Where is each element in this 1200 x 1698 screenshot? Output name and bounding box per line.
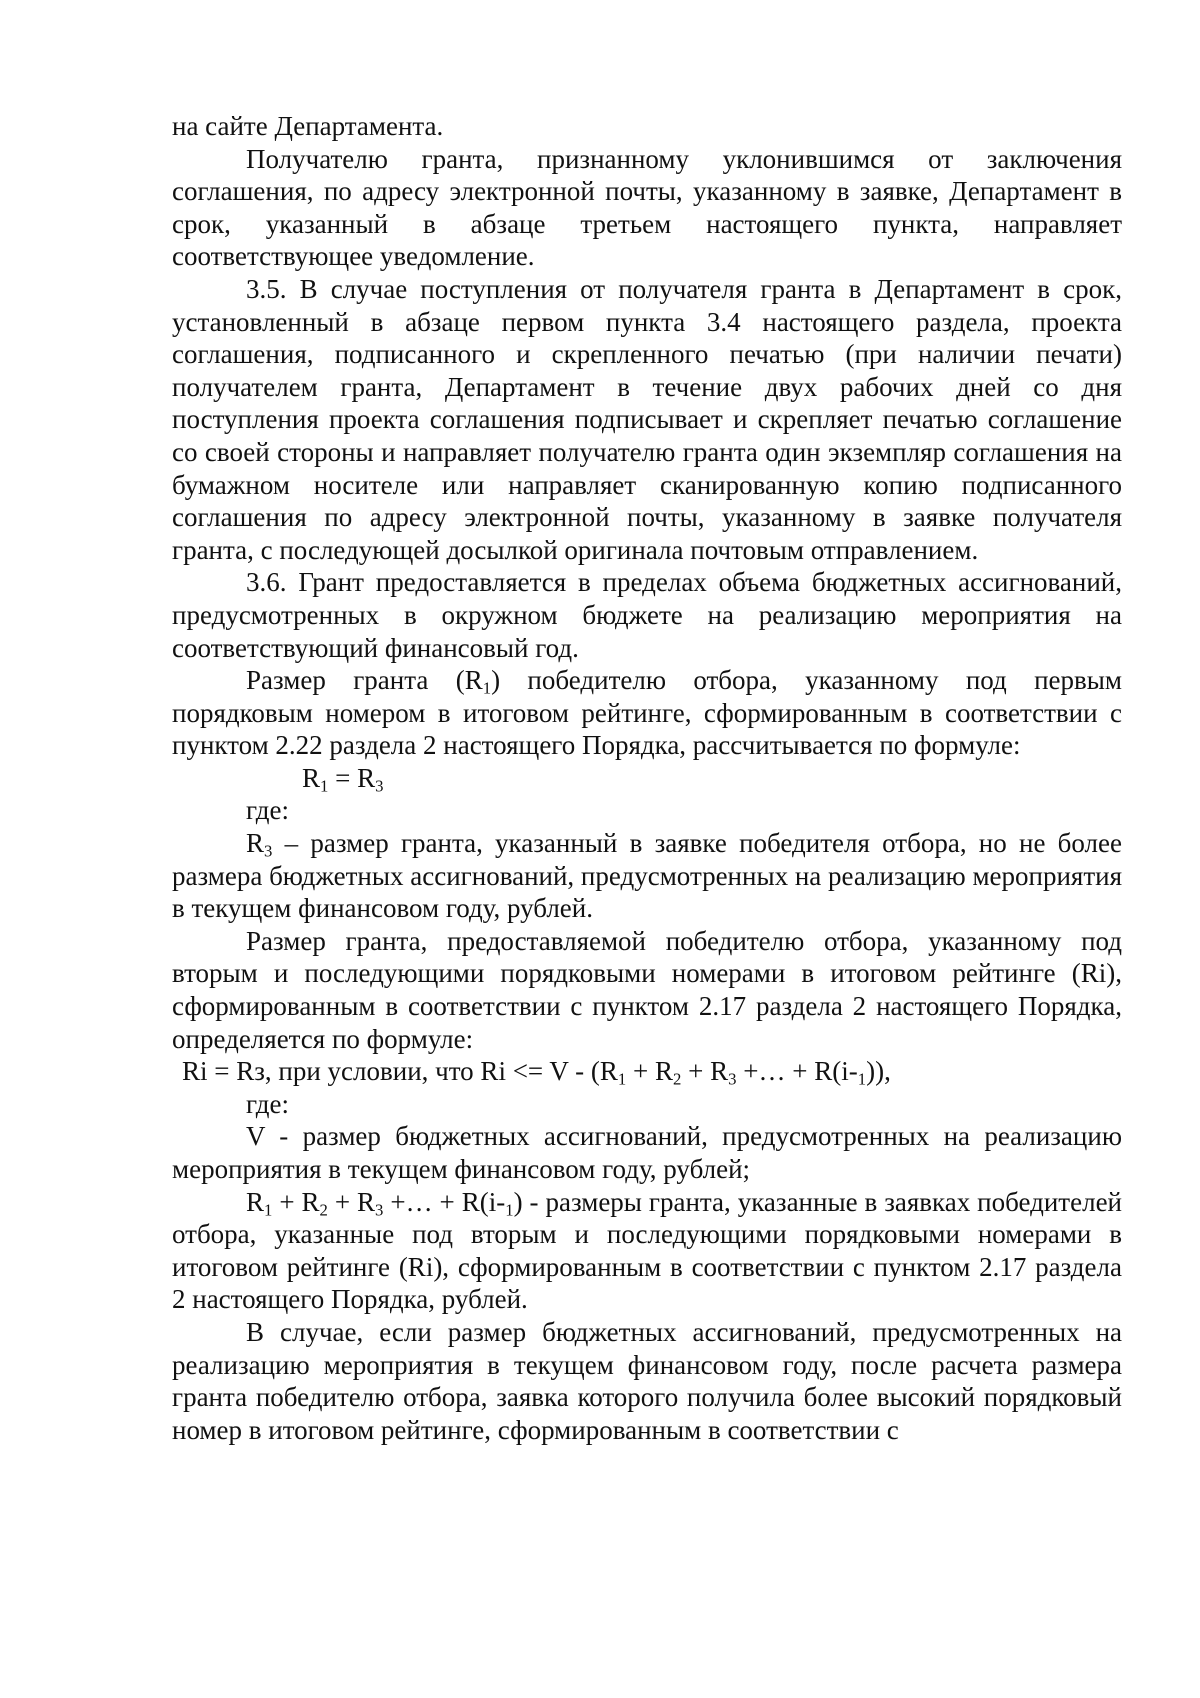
subscript: 3 bbox=[375, 776, 384, 796]
text-run: + R bbox=[626, 1056, 674, 1087]
paragraph-r3-definition bbox=[172, 827, 1122, 925]
paragraph-remaining-allocation: В случае, если размер бюджетных ассигнований, предусмотренных на реализацию мероприятия в текущем финансовом году, после расчета размера гранта победителю отбора, заявка которого получила более высокий порядковый номер в итоговом рейтинге, сформированным в соответствии с bbox=[172, 1316, 1122, 1445]
paragraph-r-sum-definition bbox=[172, 1186, 1122, 1316]
where-label: где: bbox=[246, 795, 289, 826]
document-page bbox=[172, 110, 1122, 1446]
subscript: 2 bbox=[673, 1069, 682, 1089]
subscript: 3 bbox=[375, 1200, 384, 1220]
text-run: ) победителю отбора, указанному под первым порядковым номером в итоговом рейтинге, сформированным в соответствии с пунктом 2.22 раздела 2 настоящего Порядка, рассчитывается по формуле: bbox=[172, 665, 1122, 761]
formula-eq: = R bbox=[328, 762, 376, 793]
subscript: 1 bbox=[264, 1200, 273, 1220]
text-run: ) - размеры гранта, указанные в заявках победителей отбора, указанные под вторым и последующими порядковыми номерами в итоговом рейтинге (Ri), сформированным в соответствии с пунктом 2.17 раздела 2 настоящего Порядка, рублей. bbox=[172, 1186, 1122, 1315]
subscript: 1 bbox=[320, 776, 329, 796]
text-run: +… + R(i- bbox=[383, 1186, 506, 1217]
paragraph-continuation: на сайте Департамента. bbox=[172, 111, 444, 141]
text-run: )), bbox=[866, 1056, 891, 1087]
text-run: + R bbox=[272, 1186, 320, 1217]
text-run: – размер гранта, указанный в заявке победителя отбора, но не более размера бюджетных ассигнований, предусмотренных на реализацию мероприятия в текущем финансовом году, рублей. bbox=[172, 828, 1123, 924]
formula-r1 bbox=[172, 762, 1122, 795]
text-run: Ri = Rз, при условии, что Ri <= V - (R bbox=[182, 1056, 618, 1087]
text-run: Размер гранта (R bbox=[246, 665, 483, 696]
text-run: + R bbox=[327, 1186, 376, 1217]
text-run: R bbox=[246, 1186, 265, 1217]
paragraph-grant-size-subsequent: Размер гранта, предоставляемой победителю отбора, указанному под вторым и последующими порядковыми номерами в итоговом рейтинге (Ri), сформированным в соответствии с пунктом 2.17 раздела 2 настоящего Порядка, определяется по формуле: bbox=[172, 925, 1122, 1054]
formula-ri bbox=[172, 1055, 1122, 1088]
paragraph-3-5: 3.5. В случае поступления от получателя гранта в Департамент в срок, установленный в абзаце первом пункта 3.4 настоящего раздела, проекта соглашения, подписанного и скрепленного печатью (при наличии печати) получателем гранта, Департамент в течение двух рабочих дней со дня поступления проекта соглашения подписывает и скрепляет печатью соглашение со своей стороны и направляет получателю гранта один экземпляр соглашения на бумажном носителе или направляет сканированную копию подписанного соглашения по адресу электронной почты, указанному в заявке получателя гранта, с последующей досылкой оригинала почтовым отправлением. bbox=[172, 273, 1122, 565]
text-run: +… + R(i- bbox=[736, 1056, 858, 1087]
formula-lhs: R bbox=[302, 762, 321, 793]
paragraph-v-definition: V - размер бюджетных ассигнований, предусмотренных на реализацию мероприятия в текущем финансовом году, рублей; bbox=[172, 1121, 1122, 1184]
subscript: 2 bbox=[319, 1200, 328, 1220]
subscript: 1 bbox=[857, 1069, 867, 1089]
subscript: 3 bbox=[728, 1069, 737, 1089]
subscript: 3 bbox=[264, 841, 273, 861]
paragraph-3-6: 3.6. Грант предоставляется в пределах объема бюджетных ассигнований, предусмотренных в окружном бюджете на реализацию мероприятия на соответствующий финансовый год. bbox=[172, 567, 1122, 663]
subscript: 1 bbox=[505, 1200, 514, 1220]
where-label: где: bbox=[246, 1088, 289, 1119]
text-run: + R bbox=[681, 1056, 729, 1087]
paragraph-grant-size-first bbox=[172, 664, 1122, 762]
subscript: 1 bbox=[617, 1069, 627, 1089]
paragraph-evasion-notice: Получателю гранта, признанному уклонившимся от заключения соглашения, по адресу электронной почты, указанному в заявке, Департамент в срок, указанный в абзаце третьем настоящего пункта, направляет соответствующее уведомление. bbox=[172, 143, 1122, 272]
subscript: 1 bbox=[482, 678, 492, 698]
text-run: R bbox=[246, 828, 265, 859]
